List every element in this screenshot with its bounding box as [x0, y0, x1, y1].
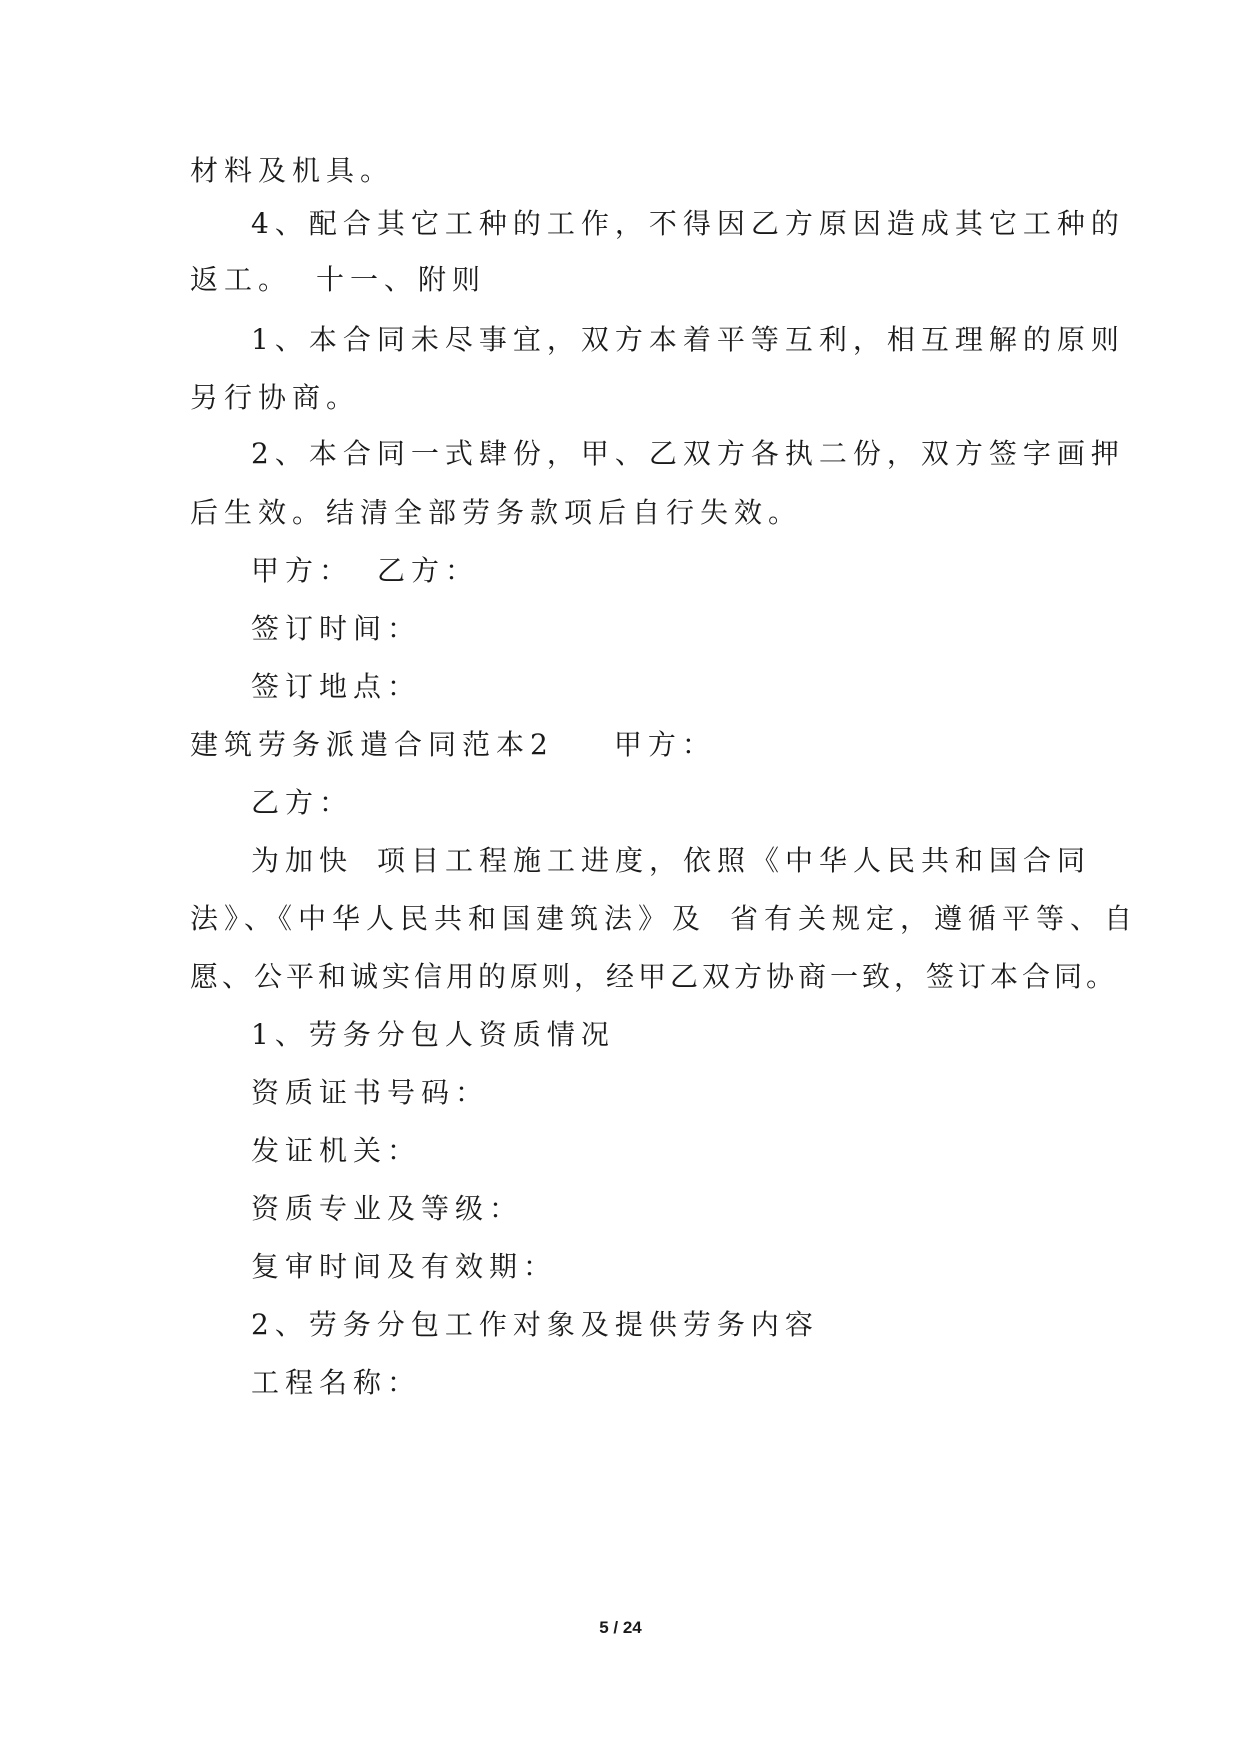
- text-span: 4、配合其它工种的工作，不得因乙方原因造成其它工种的: [251, 207, 1125, 240]
- paragraph-line: [190, 495, 802, 531]
- text-span: 项目工程施工进度，依照《中华人民共和国合同: [377, 844, 1092, 877]
- paragraph-line: [251, 322, 1125, 358]
- paragraph-line: [251, 785, 353, 821]
- contract-title: 建筑劳务派遣合同范本2: [190, 728, 554, 761]
- signature-party-line: [251, 553, 479, 589]
- field-line: [251, 1365, 421, 1401]
- text-span: 省有关规定，遵循平等、自: [730, 902, 1139, 935]
- section-heading: 2、劳务分包工作对象及提供劳务内容: [251, 1308, 819, 1341]
- text-span: 1、本合同未尽事宜，双方本着平等互利，相互理解的原则: [251, 323, 1125, 356]
- field-line: [251, 1133, 421, 1169]
- field-label: 资质证书号码：: [251, 1076, 490, 1109]
- party-a-label: 甲方：: [251, 554, 354, 587]
- paragraph-line: [251, 206, 1125, 242]
- field-label: 发证机关：: [251, 1134, 422, 1167]
- field-line: [251, 1191, 523, 1227]
- signing-date-label: 签订时间：: [251, 612, 422, 645]
- text-span: 为加快: [251, 844, 354, 877]
- section-heading: 十一、附则: [316, 263, 487, 296]
- paragraph-line: [190, 959, 1118, 995]
- text-span: 返工。: [190, 263, 293, 296]
- page-number: 5 / 24: [599, 1618, 642, 1637]
- text-span: 另行协商。: [190, 381, 361, 414]
- text-span: 后生效。结清全部劳务款项后自行失效。: [190, 496, 803, 529]
- paragraph-line: [190, 380, 360, 416]
- section-heading-line: [251, 1307, 819, 1343]
- text-span: 2、本合同一式肆份，甲、乙双方各执二份，双方签字画押: [251, 437, 1125, 470]
- contract-title-line: [190, 727, 716, 763]
- field-line: [251, 1075, 489, 1111]
- field-line: [251, 1249, 557, 1285]
- text-span: 愿、公平和诚实信用的原则，经甲乙双方协商一致，签订本合同。: [190, 960, 1119, 993]
- signing-date-line: [251, 611, 421, 647]
- paragraph-line: [190, 901, 1138, 937]
- party-b-label: 乙方：: [377, 554, 480, 587]
- signing-place-line: [251, 669, 421, 705]
- paragraph-line: [190, 153, 394, 189]
- text-span: 法》、《中华人民共和国建筑法》及: [190, 902, 707, 935]
- party-b-label: 乙方：: [251, 786, 354, 819]
- signing-place-label: 签订地点：: [251, 670, 422, 703]
- paragraph-line: [190, 262, 486, 298]
- party-a-label: 甲方：: [613, 728, 716, 761]
- field-label: 资质专业及等级：: [251, 1192, 524, 1225]
- field-label: 复审时间及有效期：: [251, 1250, 558, 1283]
- text-span: 材料及机具。: [190, 154, 395, 187]
- paragraph-line: [251, 843, 1091, 879]
- field-label: 工程名称：: [251, 1366, 422, 1399]
- section-heading: 1、劳务分包人资质情况: [251, 1018, 615, 1051]
- paragraph-line: [251, 436, 1125, 472]
- section-heading-line: [251, 1017, 615, 1053]
